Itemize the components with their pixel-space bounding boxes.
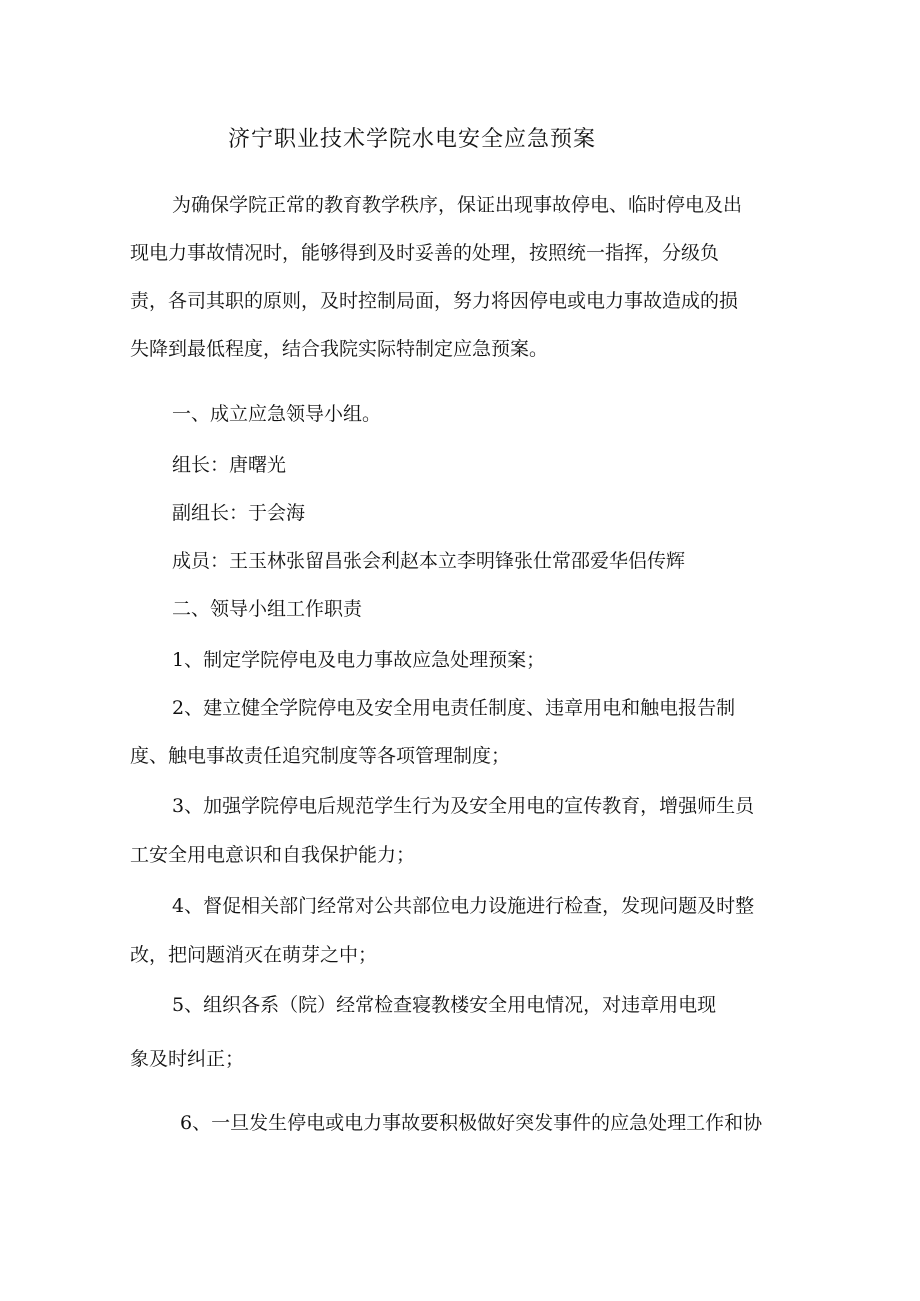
intro-line-1: 为确保学院正常的教育教学秩序，保证出现事故停电、临时停电及出 (172, 194, 743, 216)
duty-5-line-2: 象及时纠正； (130, 1048, 245, 1070)
section2-heading: 二、领导小组工作职责 (172, 598, 363, 620)
duty-2-line-1: 2、建立健全学院停电及安全用电责任制度、违章用电和触电报告制 (172, 697, 736, 719)
intro-line-2: 现电力事故情况时，能够得到及时妥善的处理，按照统一指挥，分级负 (130, 242, 720, 264)
duty-3-line-1: 3、加强学院停电后规范学生行为及安全用电的宣传教育，增强师生员 (172, 795, 755, 817)
duty-2-line-2: 度、触电事故责任追究制度等各项管理制度； (130, 745, 511, 767)
document-title: 济宁职业技术学院水电安全应急预案 (228, 127, 597, 152)
deputy-leader-line: 副组长：于会海 (172, 502, 306, 524)
intro-line-3: 责，各司其职的原则，及时控制局面，努力将因停电或电力事故造成的损 (130, 290, 739, 312)
duty-5-line-1: 5、组织各系（院）经常检查寝教楼安全用电情况，对违章用电现 (172, 994, 717, 1016)
leader-line: 组长：唐曙光 (172, 454, 287, 476)
duty-4-line-1: 4、督促相关部门经常对公共部位电力设施进行检查，发现问题及时整 (172, 895, 755, 917)
members-line: 成员：王玉林张留昌张会利赵本立李明锋张仕常邵爱华侣传辉 (172, 550, 686, 572)
section1-heading: 一、成立应急领导小组。 (172, 403, 382, 425)
duty-4-line-2: 改，把问题消灭在萌芽之中； (130, 944, 378, 966)
duty-1-line-1: 1、制定学院停电及电力事故应急处理预案； (172, 649, 546, 671)
intro-line-4: 失降到最低程度，结合我院实际特制定应急预案。 (130, 338, 549, 360)
duty-6-line-1: 6、一旦发生停电或电力事故要积极做好突发事件的应急处理工作和协 (180, 1112, 763, 1134)
duty-3-line-2: 工安全用电意识和自我保护能力； (130, 844, 416, 866)
